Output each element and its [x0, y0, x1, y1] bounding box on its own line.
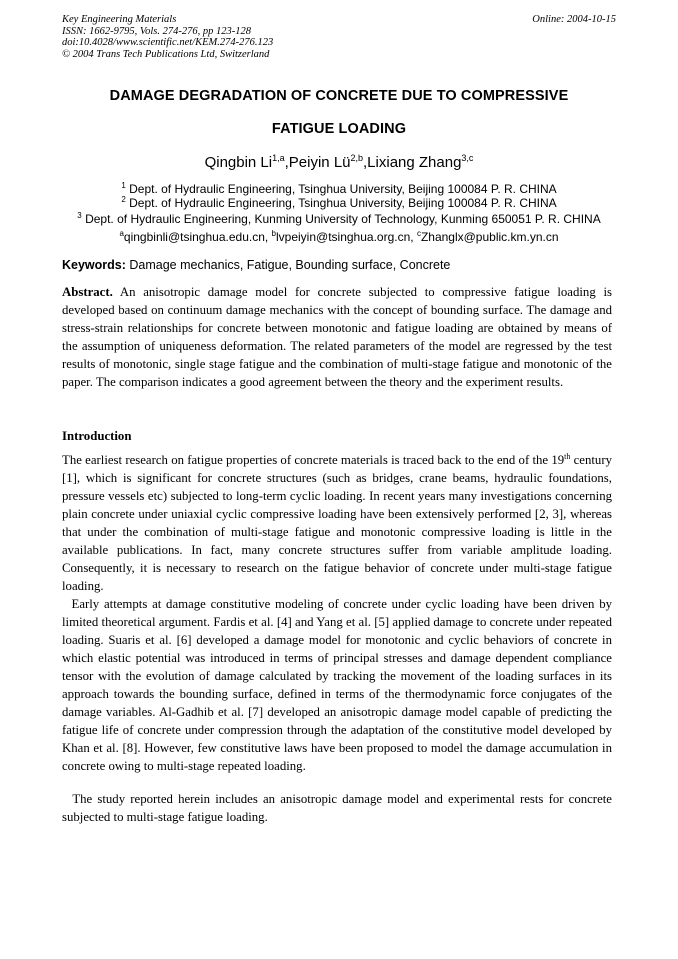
- email-mark: c: [416, 229, 421, 238]
- author-affiliation-mark: 2,b: [350, 153, 364, 163]
- email-address: lvpeiyin@tsinghua.org.cn,: [276, 230, 417, 244]
- section-heading-introduction: Introduction: [62, 429, 132, 443]
- affiliation-mark: 2: [121, 195, 126, 204]
- journal-name: Key Engineering Materials: [62, 14, 177, 25]
- author-affiliation-mark: 1,a: [272, 153, 285, 163]
- author-list: [62, 154, 616, 172]
- intro-paragraph-2: Early attempts at damage constitutive modeling of concrete under cyclic loading have been driven by limited theoretical argument. Fardis et al. [4] and Yang et al. [5] applied damage to concrete under repeated loading. Suaris et al. [6] developed a damage model for monotonic and cyclic behaviors of concrete in which elastic potential was introduced in terms of principal stresses and damage dependent compliance tensor with the evolution of damage calculated by tracking the movement of the loading surfaces in its approach towards the bounding surface, defined in terms of the thermodynamic force conjugates of the damage variables. Al-Gadhib et al. [7] developed an anisotropic damage model capable of predicting the fatigue life of concrete under compression through the adaptation of the constitutive model developed by Khan et al. [8]. However, few constitutive laws have been proposed to model the damage accumulation in concrete owing to multi-stage repeated loading.: [62, 597, 612, 773]
- author-affiliation-mark: 3,c: [461, 153, 474, 163]
- affiliation-text: Dept. of Hydraulic Engineering, Kunming University of Technology, Kunming 650051 P. R. CHINA: [81, 212, 601, 226]
- affiliation-2: [62, 196, 616, 211]
- intro-paragraph-1-text: The earliest research on fatigue properties of concrete materials is traced back to the end of the 19: [62, 453, 565, 467]
- intro-paragraph-1-text-cont: century [1], which is significant for concrete structures (such as bridges, crane beams, hydraulic foundations, pressure vessels etc) subjected to long-term cyclic loading. In recent years many investigations concerning plain concrete under uniaxial cyclic compressive loading have been extensively performed [2, 3], whereas that under the combination of multi-stage fatigue and monotonic compressive loading is little in the available publications. In fact, many concrete structures suffer from variable amplitude loading. Consequently, it is necessary to research on the fatigue behavior of concrete under multi-stage fatigue loading.: [62, 453, 612, 593]
- author-name: ,Peiyin Lü: [284, 154, 351, 171]
- journal-copyright: © 2004 Trans Tech Publications Ltd, Switzerland: [62, 48, 270, 60]
- affiliation-mark: 1: [121, 181, 126, 190]
- affiliation-text: Dept. of Hydraulic Engineering, Tsinghua University, Beijing 100084 P. R. CHINA: [125, 182, 557, 196]
- affiliation-mark: 3: [77, 211, 82, 220]
- affiliation-1: [62, 182, 616, 197]
- email-address: qingbinli@tsinghua.edu.cn,: [123, 230, 272, 244]
- keywords-text: Damage mechanics, Fatigue, Bounding surface, Concrete: [125, 258, 451, 272]
- abstract-label: Abstract.: [62, 285, 113, 299]
- abstract: [62, 283, 612, 391]
- abstract-text: An anisotropic damage model for concrete subjected to compressive fatigue loading is developed based on continuum damage mechanics with the concept of bounding surface. The damage and stress-strain relationships for concrete between monotonic and fatigue loading are obtained by means of the assumption of uniqueness deformation. The related parameters of the model are regressed by the test results of monotonic, single stage fatigue and the combination of multi-stage fatigue and monotonic of the paper. The comparison indicates a good agreement between the theory and the experiment results.: [62, 285, 612, 389]
- keywords-label: Keywords:: [62, 258, 126, 272]
- intro-paragraph-3: The study reported herein includes an anisotropic damage model and experimental rests for concrete subjected to multi-stage fatigue loading.: [62, 792, 612, 824]
- author-emails: [62, 230, 616, 245]
- affiliation-text: Dept. of Hydraulic Engineering, Tsinghua University, Beijing 100084 P. R. CHINA: [125, 196, 557, 210]
- intro-paragraph-1: [62, 451, 612, 595]
- journal-issn: ISSN: 1662-9795, Vols. 274-276, pp 123-128: [62, 25, 251, 37]
- author-name: Qingbin Li: [204, 154, 273, 171]
- email-address: Zhanglx@public.km.yn.cn: [420, 230, 559, 244]
- affiliation-3: [62, 212, 616, 227]
- paper-title-line-1: DAMAGE DEGRADATION OF CONCRETE DUE TO COMPRESSIVE: [109, 88, 569, 104]
- journal-header: [62, 14, 616, 60]
- superscript-th: th: [564, 452, 571, 461]
- journal-doi: doi:10.4028/www.scientific.net/KEM.274-276.123: [62, 37, 274, 48]
- author-name: ,Lixiang Zhang: [363, 154, 462, 171]
- paper-title-line-2: FATIGUE LOADING: [271, 121, 407, 137]
- email-mark: a: [119, 229, 124, 238]
- email-mark: b: [271, 229, 276, 238]
- online-date: Online: 2004-10-15: [532, 14, 616, 25]
- keywords: [62, 257, 622, 273]
